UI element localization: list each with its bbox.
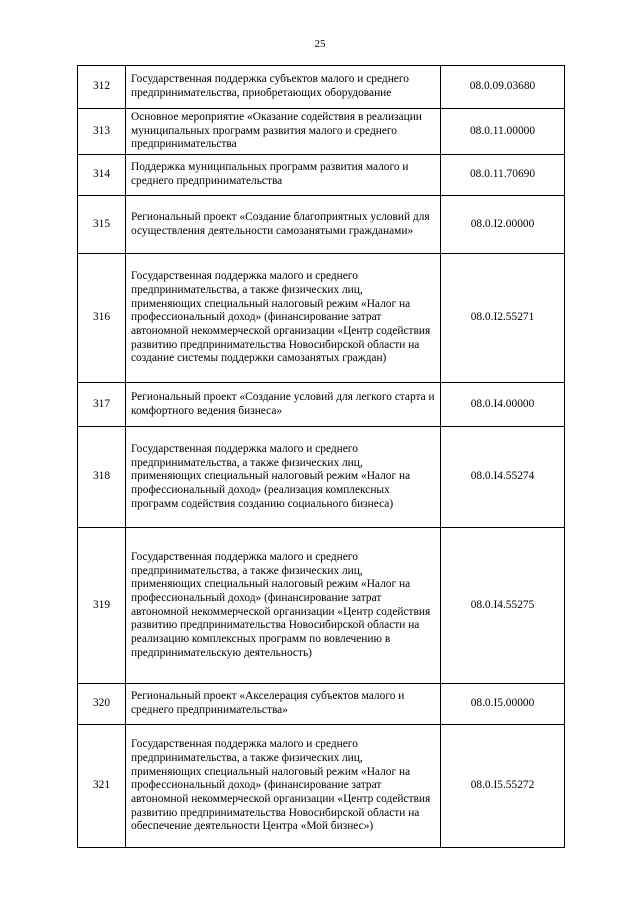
row-name: Государственная поддержка малого и среднего предпринимательства, а также физических лиц, применяющих специальный налоговый режим «Налог на профессиональный доход» (финансирование затрат автономной некоммерческой организации «Центр содействия развитию предпринимательства Новосибирской области на создание системы поддержки самозанятых граждан) xyxy=(126,254,441,383)
row-name: Государственная поддержка малого и среднего предпринимательства, а также физических лиц, применяющих специальный налоговый режим «Налог на профессиональный доход» (финансирование затрат автономной некоммерческой организации «Центр содействия развитию предпринимательства Новосибирской области на реализацию комплексных программ по вовлечению в предпринимательскую деятельность) xyxy=(126,528,441,684)
table-row xyxy=(78,427,565,528)
row-number: 312 xyxy=(78,66,126,109)
row-code: 08.0.I5.00000 xyxy=(441,684,565,725)
row-name: Региональный проект «Создание условий для легкого старта и комфортного ведения бизнеса» xyxy=(126,383,441,427)
table-row xyxy=(78,254,565,383)
row-number: 313 xyxy=(78,109,126,155)
row-name: Государственная поддержка малого и среднего предпринимательства, а также физических лиц, применяющих специальный налоговый режим «Налог на профессиональный доход» (финансирование затрат автономной некоммерческой организации «Центр содействия развитию предпринимательства Новосибирской области на обеспечение деятельности Центра «Мой бизнес») xyxy=(126,725,441,848)
row-code: 08.0.I4.55274 xyxy=(441,427,565,528)
row-code: 08.0.I5.55272 xyxy=(441,725,565,848)
row-number: 320 xyxy=(78,684,126,725)
table-row xyxy=(78,725,565,848)
table-row xyxy=(78,66,565,109)
row-code: 08.0.I4.55275 xyxy=(441,528,565,684)
table-row xyxy=(78,684,565,725)
row-code: 08.0.09.03680 xyxy=(441,66,565,109)
row-code: 08.0.I4.00000 xyxy=(441,383,565,427)
row-code: 08.0.11.00000 xyxy=(441,109,565,155)
table-row xyxy=(78,109,565,155)
row-number: 316 xyxy=(78,254,126,383)
row-number: 314 xyxy=(78,155,126,196)
row-number: 317 xyxy=(78,383,126,427)
table-row xyxy=(78,528,565,684)
table-row xyxy=(78,383,565,427)
row-number: 318 xyxy=(78,427,126,528)
row-name: Основное мероприятие «Оказание содействия в реализации муниципальных программ развития малого и среднего предпринимательства xyxy=(126,109,441,155)
row-name: Региональный проект «Создание благоприятных условий для осуществления деятельности самозанятыми гражданами» xyxy=(126,196,441,254)
row-number: 315 xyxy=(78,196,126,254)
budget-classification-table xyxy=(77,65,565,848)
row-number: 321 xyxy=(78,725,126,848)
row-name: Государственная поддержка малого и среднего предпринимательства, а также физических лиц, применяющих специальный налоговый режим «Налог на профессиональный доход» (реализация комплексных программ содействия созданию социального бизнеса) xyxy=(126,427,441,528)
row-code: 08.0.I2.55271 xyxy=(441,254,565,383)
table-row xyxy=(78,155,565,196)
row-number: 319 xyxy=(78,528,126,684)
table-row xyxy=(78,196,565,254)
row-name: Региональный проект «Акселерация субъектов малого и среднего предпринимательства» xyxy=(126,684,441,725)
row-name: Государственная поддержка субъектов малого и среднего предпринимательства, приобретающих оборудование xyxy=(126,66,441,109)
page-number: 25 xyxy=(314,38,326,50)
row-code: 08.0.11.70690 xyxy=(441,155,565,196)
row-name: Поддержка муниципальных программ развития малого и среднего предпринимательства xyxy=(126,155,441,196)
row-code: 08.0.I2.00000 xyxy=(441,196,565,254)
